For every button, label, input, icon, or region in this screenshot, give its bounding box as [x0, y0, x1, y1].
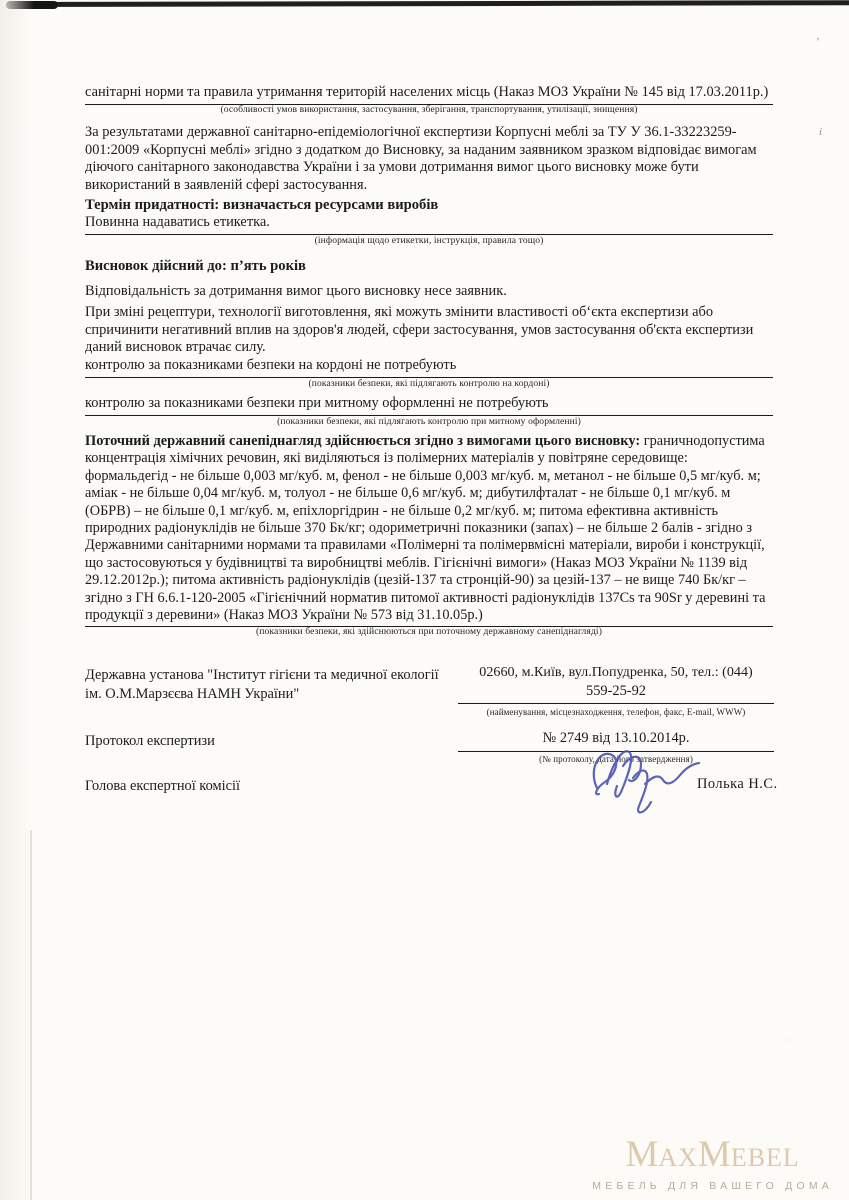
watermark-tagline: МЕБЕЛЬ ДЛЯ ВАШЕГО ДОМА	[592, 1180, 833, 1192]
chairman-label: Голова експертної комісії	[85, 778, 240, 794]
surveillance-bold-lead: Поточний державний санепіднагляд здійснюється згідно з вимогами цього висновку:	[85, 433, 641, 449]
logo-letters: AX	[658, 1143, 698, 1172]
label-caption: (інформація щодо етикетки, інструкція, правила тощо)	[314, 235, 544, 246]
customs-control-caption: (показники безпеки, які підлягають контролю при митному оформленні)	[277, 416, 581, 427]
institution-address-field	[458, 663, 774, 704]
validity-heading: Висновок дійсний до: п’ять років	[85, 258, 306, 274]
customs-control-text: контролю за показниками безпеки при митному оформленні не потребують	[85, 395, 549, 411]
institution-address-line1: 02660, м.Київ, вул.Попудренка, 50, тел.: (044)	[479, 664, 753, 680]
customs-control-field	[85, 395, 773, 416]
shelf-life-heading: Термін придатності: визначається ресурсами виробів	[85, 197, 439, 213]
border-control-text: контролю за показниками безпеки на кордоні не потребують	[85, 357, 457, 373]
border-control-caption: (показники безпеки, які підлягають контролю на кордоні)	[308, 378, 550, 389]
usage-conditions-field	[85, 84, 773, 105]
usage-conditions-text: санітарні норми та правила утримання територій населених місць (Наказ МОЗ України № 145 від 17.03.2011р.)	[85, 84, 769, 100]
institution-caption: (найменування, місцезнаходження, телефон, факс, E-mail, WWW)	[486, 707, 746, 717]
logo-letters: EBEL	[730, 1143, 800, 1172]
chairman-name: Полька Н.С.	[697, 776, 778, 792]
institution-name: Державна установа "Інститут гігієни та медичної екології ім. О.М.Марзєєва НАМН України"	[85, 667, 439, 702]
expertise-result-paragraph: За результатами державної санітарно-епідеміологічної експертизи Корпусні меблі за ТУ У 36.1-33223259-001:2009 «Корпусні меблі» згідно з додатком до Висновку, за наданим заявником зразком відповідає вимогам діючого санітарного законодавства України і за умови дотримання вимог цього висновку може бути використаний в заявленій сфері застосування.	[85, 124, 757, 193]
invalidation-paragraph: При зміні рецептури, технології виготовлення, які можуть змінити властивості об‘єкта експертизи або спричинити негативний вплив на здоров'я людей, сфери застосування, умов застосування об'єкта експертизи даний висновок втрачає силу.	[85, 304, 754, 356]
protocol-value: № 2749 від 13.10.2014р.	[542, 730, 690, 746]
scan-speck: ’	[816, 36, 820, 48]
surveillance-body: граничнодопустима концентрація хімічних речовин, які виділяються із полімерних матеріалів у повітряне середовище: формальдегід - не більше 0,003 мг/куб. м, фенол - не більше 0,003 мг/куб. м, метанол - не більше 0,5 мг/куб. м; аміак - не більше 0,04 мг/куб. м, толуол - не більше 0,6 мг/куб. м; дибутилфталат - не більше 0,1 мг/куб. м (ОБРВ) – не більше 0,1 мг/куб. м, епіхлоргідрин - не більше 0,2 мг/куб. м; питома ефективна активність природних радіонуклідів не більше 370 Бк/кг; одориметричні показники (запах) – не більше 2 балів - згідно з Державними санітарними нормами та правилами «Полімерні та полімервмісні матеріали, вироби і конструкції, що застосовуються у будівництві та виробництві меблів. Гігієнічні вимоги» (Наказ МОЗ України № 1139 від 29.12.2012р.); питома активність радіонуклідів (цезій-137 та стронцій-90) за цезій-137 – не вище 740 Бк/кг – згідно з ГН 6.6.1-120-2005 «Гігієнічний норматив питомої активності радіонуклідів 137Cs та 90Sr у деревині та продукції з деревини» (Наказ МОЗ України № 573 від 31.10.05р.)	[85, 433, 766, 624]
logo-letter: M	[625, 1134, 659, 1175]
scan-edge-left-shade	[0, 0, 34, 1200]
border-control-field	[85, 357, 773, 378]
scan-speck: ·	[788, 1036, 791, 1045]
institution-address-line2: 559-25-92	[586, 683, 646, 699]
protocol-label: Протокол експертизи	[85, 733, 215, 749]
usage-conditions-caption: (особливості умов використання, застосування, зберігання, транспортування, утилізації, знищення)	[220, 104, 638, 115]
signature-scribble	[583, 744, 703, 824]
scan-speck: i	[819, 126, 823, 138]
label-requirement-text: Повинна надаватись етикетка.	[85, 214, 270, 230]
logo-letter: M	[697, 1134, 731, 1175]
surveillance-caption: (показники безпеки, які здійснюються при поточному державному санепіднагляді)	[255, 626, 602, 637]
protocol-caption: (№ протоколу, дата його затвердження)	[539, 754, 693, 764]
maxmebel-logo	[592, 1134, 833, 1177]
surveillance-paragraph	[85, 433, 773, 627]
maxmebel-watermark	[592, 1134, 833, 1192]
label-requirement-field	[85, 214, 773, 235]
responsibility-line: Відповідальність за дотримання вимог цього висновку несе заявник.	[85, 283, 507, 299]
scan-crease-line	[30, 830, 32, 1200]
scan-edge-top	[6, 0, 849, 7]
